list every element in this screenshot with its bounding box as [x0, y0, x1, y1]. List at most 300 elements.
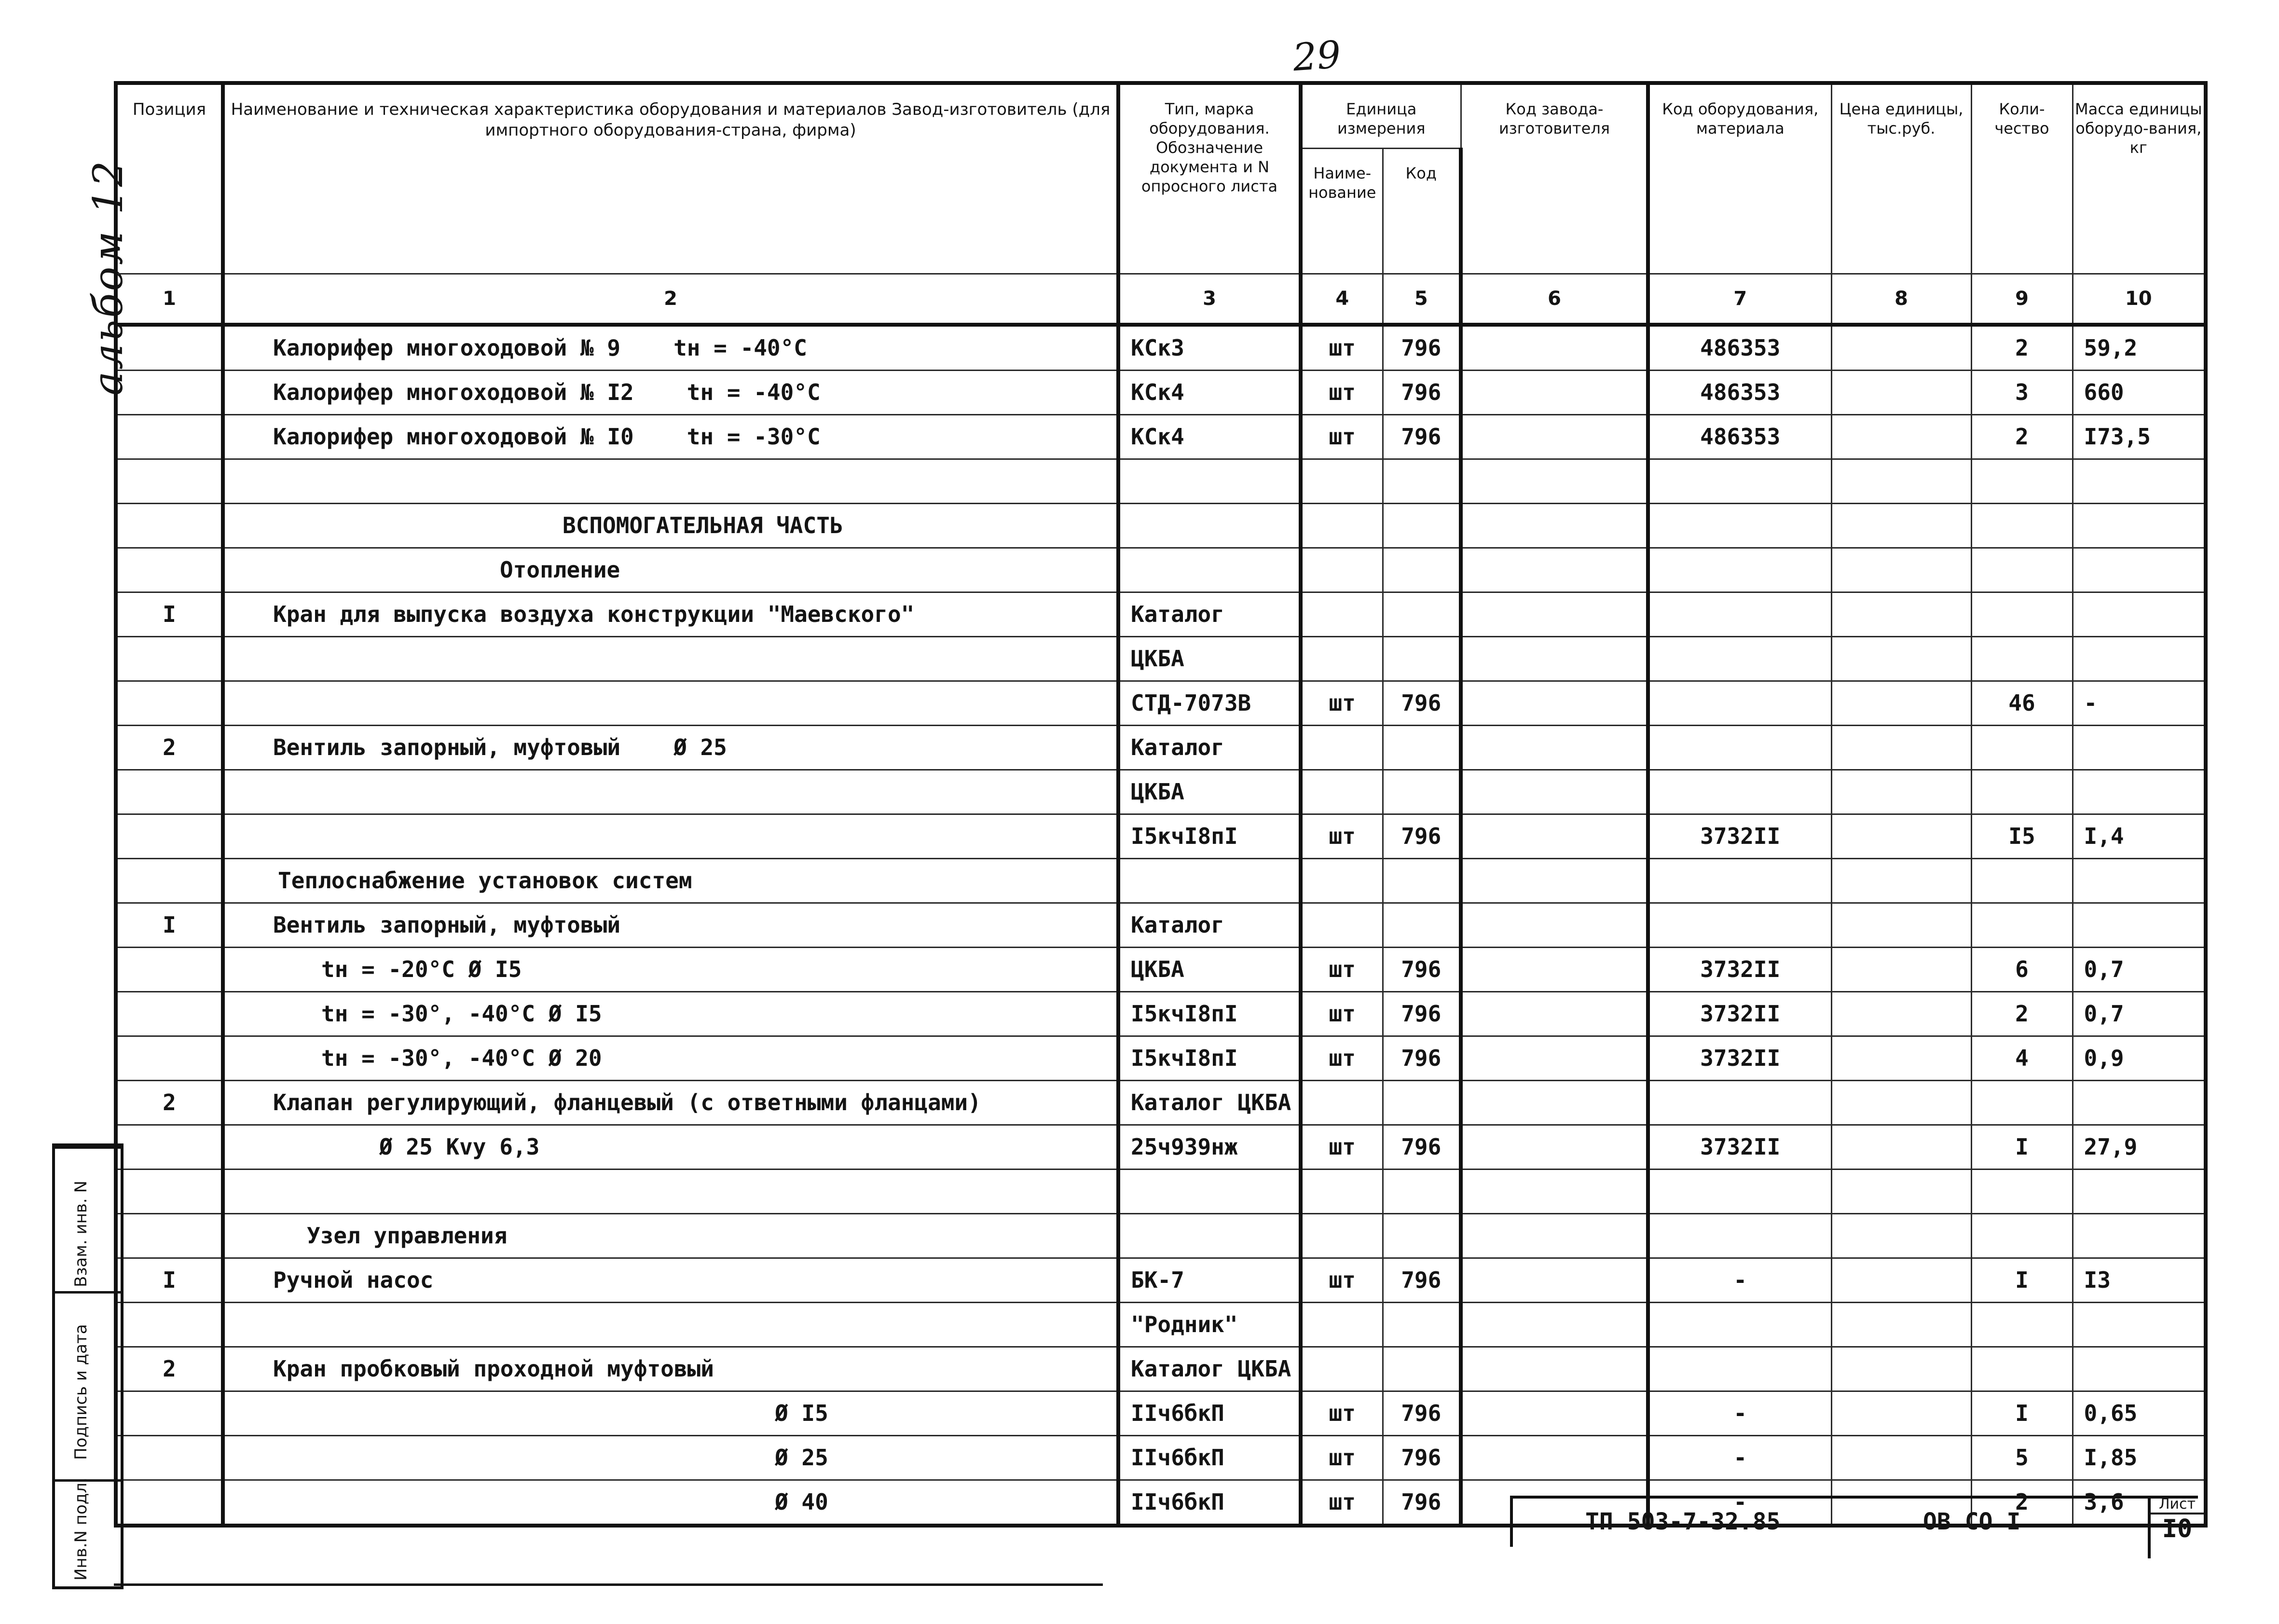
cell-name — [223, 1213, 1118, 1258]
cell-mat — [1648, 636, 1831, 681]
cell-qty — [1971, 636, 2073, 681]
cell-mat: - — [1648, 1391, 1831, 1435]
item-name: Теплоснабжение установок систем — [278, 867, 692, 894]
cell-qty — [1971, 503, 2073, 548]
cell-name — [223, 414, 1118, 459]
cell-type: КСк4 — [1118, 370, 1301, 414]
header-unit-name: Наиме-нование — [1301, 148, 1383, 274]
cell-mfr — [1461, 1302, 1648, 1347]
cell-pos: I — [116, 1258, 223, 1302]
cell-mass: 0,7 — [2073, 947, 2206, 991]
cell-price — [1831, 1036, 1971, 1080]
cell-unit — [1301, 1169, 1383, 1213]
cell-mfr — [1461, 1169, 1648, 1213]
cell-price — [1831, 1347, 1971, 1391]
cell-unit — [1301, 770, 1383, 814]
cell-pos — [116, 1213, 223, 1258]
cell-qty: I5 — [1971, 814, 2073, 858]
cell-code: 796 — [1383, 1125, 1461, 1169]
cell-mfr — [1461, 1125, 1648, 1169]
cell-qty — [1971, 725, 2073, 770]
table-row — [116, 947, 2206, 991]
column-number: 8 — [1831, 274, 1971, 325]
item-parameter: tн = -30°С — [686, 424, 821, 450]
cell-pos — [116, 814, 223, 858]
cell-code — [1383, 1213, 1461, 1258]
cell-mfr — [1461, 991, 1648, 1036]
cell-mat — [1648, 1302, 1831, 1347]
cell-type: ЦКБА — [1118, 770, 1301, 814]
cell-code: 796 — [1383, 414, 1461, 459]
cell-code — [1383, 636, 1461, 681]
cell-qty — [1971, 459, 2073, 503]
specification-table — [114, 81, 2208, 1528]
cell-mfr — [1461, 1080, 1648, 1125]
cell-code — [1383, 592, 1461, 636]
item-name: Калорифер многоходовой № I0 — [273, 424, 634, 450]
column-number: 9 — [1971, 274, 2073, 325]
cell-code: 796 — [1383, 991, 1461, 1036]
cell-mfr — [1461, 503, 1648, 548]
cell-code — [1383, 1080, 1461, 1125]
cell-qty: 2 — [1971, 1480, 2073, 1526]
album-label: альбом 12 — [84, 159, 132, 396]
cell-name — [223, 503, 1118, 548]
cell-mfr — [1461, 858, 1648, 903]
cell-mat — [1648, 1169, 1831, 1213]
cell-qty: 5 — [1971, 1435, 2073, 1480]
cell-mat: 486353 — [1648, 370, 1831, 414]
cell-mfr — [1461, 1258, 1648, 1302]
cell-mfr — [1461, 459, 1648, 503]
cell-code: 796 — [1383, 325, 1461, 371]
cell-price — [1831, 1125, 1971, 1169]
cell-type: I5кчI8пI — [1118, 1036, 1301, 1080]
cell-unit — [1301, 592, 1383, 636]
cell-qty — [1971, 592, 2073, 636]
cell-name — [223, 991, 1118, 1036]
cell-qty — [1971, 1080, 2073, 1125]
cell-name — [223, 725, 1118, 770]
cell-mfr — [1461, 1036, 1648, 1080]
cell-pos — [116, 1435, 223, 1480]
cell-name — [223, 1302, 1118, 1347]
table-row — [116, 414, 2206, 459]
table-row — [116, 1213, 2206, 1258]
cell-pos — [116, 1125, 223, 1169]
header-price: Цена единицы, тыс.руб. — [1831, 83, 1971, 274]
cell-qty: 2 — [1971, 991, 2073, 1036]
cell-price — [1831, 592, 1971, 636]
cell-name — [223, 1080, 1118, 1125]
cell-price — [1831, 991, 1971, 1036]
cell-qty: 6 — [1971, 947, 2073, 991]
cell-price — [1831, 370, 1971, 414]
cell-name — [223, 1125, 1118, 1169]
item-name: Ø 40 — [775, 1489, 828, 1515]
cell-mfr — [1461, 1391, 1648, 1435]
cell-price — [1831, 903, 1971, 947]
sheet-label: Лист — [2151, 1496, 2204, 1514]
cell-qty — [1971, 770, 2073, 814]
cell-type: ЦКБА — [1118, 947, 1301, 991]
column-number: 2 — [223, 274, 1118, 325]
cell-mfr — [1461, 370, 1648, 414]
item-name: Вентиль запорный, муфтовый — [273, 734, 621, 760]
cell-mat: 486353 — [1648, 325, 1831, 371]
cell-qty: 3 — [1971, 370, 2073, 414]
column-number: 5 — [1383, 274, 1461, 325]
cell-unit: шт — [1301, 681, 1383, 725]
cell-unit: шт — [1301, 1258, 1383, 1302]
cell-name — [223, 1480, 1118, 1526]
cell-qty: I — [1971, 1125, 2073, 1169]
cell-mfr — [1461, 325, 1648, 371]
cell-price — [1831, 1435, 1971, 1480]
cell-unit: шт — [1301, 1480, 1383, 1526]
cell-mat: - — [1648, 1258, 1831, 1302]
cell-mfr — [1461, 636, 1648, 681]
cell-mfr — [1461, 414, 1648, 459]
cell-mat — [1648, 770, 1831, 814]
bottom-rule — [114, 1583, 1103, 1586]
cell-mat — [1648, 1080, 1831, 1125]
table-row — [116, 1169, 2206, 1213]
item-name: Ø I5 — [775, 1400, 828, 1426]
cell-mass: I73,5 — [2073, 414, 2206, 459]
table-row — [116, 1302, 2206, 1347]
cell-mass — [2073, 459, 2206, 503]
table-row — [116, 1435, 2206, 1480]
item-name: Клапан регулирующий, фланцевый (с ответными фланцами) — [273, 1089, 981, 1115]
item-name: Калорифер многоходовой № 9 — [273, 335, 621, 361]
cell-mass — [2073, 725, 2206, 770]
stamp-inv-podl: Инв.N подл. — [71, 1477, 91, 1581]
cell-mass: 59,2 — [2073, 325, 2206, 371]
cell-mass — [2073, 1169, 2206, 1213]
cell-type: Каталог — [1118, 592, 1301, 636]
item-name: tн = -30°, -40°С Ø I5 — [321, 1001, 602, 1027]
item-name: Ø 25 Kvy 6,3 — [379, 1134, 540, 1160]
header-mass: Масса единицы оборудо-вания, кг — [2073, 83, 2206, 274]
cell-qty — [1971, 1347, 2073, 1391]
cell-code — [1383, 459, 1461, 503]
cell-type — [1118, 1169, 1301, 1213]
cell-code: 796 — [1383, 681, 1461, 725]
cell-name — [223, 770, 1118, 814]
cell-pos — [116, 370, 223, 414]
cell-unit — [1301, 1080, 1383, 1125]
cell-price — [1831, 1391, 1971, 1435]
cell-unit — [1301, 548, 1383, 592]
table-row — [116, 991, 2206, 1036]
drawing-set: ОВ СО I — [1923, 1508, 2021, 1535]
table-row — [116, 725, 2206, 770]
cell-pos — [116, 1169, 223, 1213]
cell-qty: I — [1971, 1258, 2073, 1302]
cell-price — [1831, 636, 1971, 681]
cell-type: Каталог ЦКБА — [1118, 1347, 1301, 1391]
cell-type — [1118, 503, 1301, 548]
table-row — [116, 1036, 2206, 1080]
cell-pos — [116, 1480, 223, 1526]
cell-mat: 3732II — [1648, 1125, 1831, 1169]
cell-type — [1118, 858, 1301, 903]
cell-mat: - — [1648, 1480, 1831, 1526]
cell-mfr — [1461, 681, 1648, 725]
cell-price — [1831, 1302, 1971, 1347]
cell-name — [223, 1391, 1118, 1435]
cell-mat: 486353 — [1648, 414, 1831, 459]
cell-name — [223, 325, 1118, 371]
item-parameter: tн = -40°С — [686, 379, 821, 405]
cell-name — [223, 1258, 1118, 1302]
cell-unit — [1301, 636, 1383, 681]
cell-unit — [1301, 858, 1383, 903]
table-row — [116, 1258, 2206, 1302]
table-row — [116, 636, 2206, 681]
cell-type: БК-7 — [1118, 1258, 1301, 1302]
item-parameter: tн = -40°С — [673, 335, 808, 361]
cell-mass — [2073, 503, 2206, 548]
cell-mfr — [1461, 592, 1648, 636]
cell-pos: 2 — [116, 1080, 223, 1125]
cell-pos — [116, 947, 223, 991]
cell-qty — [1971, 1169, 2073, 1213]
cell-unit: шт — [1301, 414, 1383, 459]
cell-name — [223, 1435, 1118, 1480]
cell-code: 796 — [1383, 814, 1461, 858]
column-number: 7 — [1648, 274, 1831, 325]
cell-mass — [2073, 592, 2206, 636]
cell-mass: - — [2073, 681, 2206, 725]
cell-qty — [1971, 548, 2073, 592]
cell-type — [1118, 548, 1301, 592]
item-name: tн = -30°, -40°С Ø 20 — [321, 1045, 602, 1071]
cell-unit — [1301, 1302, 1383, 1347]
cell-type — [1118, 459, 1301, 503]
item-name: tн = -20°С Ø I5 — [321, 956, 522, 982]
cell-price — [1831, 770, 1971, 814]
cell-mfr — [1461, 725, 1648, 770]
cell-pos — [116, 548, 223, 592]
cell-pos: I — [116, 592, 223, 636]
item-name: Кран пробковый проходной муфтовый — [273, 1356, 714, 1382]
cell-code — [1383, 858, 1461, 903]
cell-qty: 2 — [1971, 414, 2073, 459]
cell-type: "Родник" — [1118, 1302, 1301, 1347]
cell-type: Каталог — [1118, 903, 1301, 947]
item-name: Калорифер многоходовой № I2 — [273, 379, 634, 405]
cell-mat: 3732II — [1648, 1036, 1831, 1080]
header-quantity: Коли-чество — [1971, 83, 2073, 274]
header-position: Позиция — [116, 83, 223, 274]
cell-pos — [116, 503, 223, 548]
item-name: Ø 25 — [775, 1445, 828, 1471]
cell-mass: 27,9 — [2073, 1125, 2206, 1169]
cell-type: IIч6бкП — [1118, 1480, 1301, 1526]
header-unit-code: Код — [1383, 148, 1461, 274]
cell-pos — [116, 770, 223, 814]
cell-mass: I,4 — [2073, 814, 2206, 858]
table-row — [116, 325, 2206, 371]
cell-code — [1383, 903, 1461, 947]
item-name: Узел управления — [307, 1223, 508, 1249]
cell-code: 796 — [1383, 1036, 1461, 1080]
header-unit-group: Единица измерения — [1301, 83, 1461, 148]
cell-name — [223, 548, 1118, 592]
cell-name — [223, 636, 1118, 681]
cell-unit: шт — [1301, 1435, 1383, 1480]
cell-unit — [1301, 903, 1383, 947]
cell-name — [223, 459, 1118, 503]
header-material-code: Код оборудования, материала — [1648, 83, 1831, 274]
cell-mass: 0,9 — [2073, 1036, 2206, 1080]
item-parameter: Ø 25 — [673, 734, 727, 760]
header-mfr-code: Код завода-изготовителя — [1461, 83, 1648, 274]
cell-code — [1383, 1347, 1461, 1391]
cell-mass — [2073, 1302, 2206, 1347]
cell-mat — [1648, 592, 1831, 636]
cell-pos — [116, 991, 223, 1036]
cell-mass: 0,65 — [2073, 1391, 2206, 1435]
column-number: 3 — [1118, 274, 1301, 325]
cell-type: IIч6бкП — [1118, 1435, 1301, 1480]
table-row — [116, 459, 2206, 503]
cell-pos: 2 — [116, 1347, 223, 1391]
cell-pos — [116, 681, 223, 725]
cell-mat — [1648, 459, 1831, 503]
cell-name — [223, 947, 1118, 991]
cell-unit: шт — [1301, 814, 1383, 858]
cell-name — [223, 1347, 1118, 1391]
side-stamp — [52, 1143, 124, 1589]
title-block — [1510, 1496, 2198, 1547]
sheet-number: I0 — [2162, 1514, 2193, 1543]
table-row — [116, 903, 2206, 947]
cell-mass: 660 — [2073, 370, 2206, 414]
cell-mass: I3 — [2073, 1258, 2206, 1302]
column-number: 6 — [1461, 274, 1648, 325]
table-row — [116, 592, 2206, 636]
sheet-box — [2148, 1496, 2204, 1558]
cell-unit: шт — [1301, 1125, 1383, 1169]
cell-mfr — [1461, 947, 1648, 991]
cell-price — [1831, 1169, 1971, 1213]
cell-mat: 3732II — [1648, 991, 1831, 1036]
cell-pos — [116, 325, 223, 371]
cell-mass — [2073, 1213, 2206, 1258]
cell-mfr — [1461, 903, 1648, 947]
cell-mass — [2073, 770, 2206, 814]
cell-mfr — [1461, 1213, 1648, 1258]
cell-qty — [1971, 1302, 2073, 1347]
cell-unit: шт — [1301, 325, 1383, 371]
cell-code: 796 — [1383, 1391, 1461, 1435]
table-row — [116, 681, 2206, 725]
cell-mat: - — [1648, 1435, 1831, 1480]
cell-price — [1831, 459, 1971, 503]
cell-price — [1831, 503, 1971, 548]
table-row — [116, 1080, 2206, 1125]
column-number: 1 — [116, 274, 223, 325]
cell-pos — [116, 414, 223, 459]
cell-name — [223, 592, 1118, 636]
cell-price — [1831, 814, 1971, 858]
cell-pos — [116, 1302, 223, 1347]
cell-code — [1383, 503, 1461, 548]
cell-price — [1831, 725, 1971, 770]
cell-qty — [1971, 858, 2073, 903]
cell-unit — [1301, 1347, 1383, 1391]
table-row — [116, 1391, 2206, 1435]
cell-type: Каталог — [1118, 725, 1301, 770]
cell-name — [223, 814, 1118, 858]
table-row — [116, 858, 2206, 903]
cell-mass — [2073, 1080, 2206, 1125]
cell-type: IIч6бкП — [1118, 1391, 1301, 1435]
cell-type: I5кчI8пI — [1118, 991, 1301, 1036]
cell-mfr — [1461, 814, 1648, 858]
table-row — [116, 370, 2206, 414]
header-name: Наименование и техническая характеристика оборудования и материалов Завод-изготовитель (для импортного оборудования-страна, фирма) — [223, 83, 1118, 274]
item-name: Кран для выпуска воздуха конструкции "Маевского" — [273, 601, 915, 627]
cell-unit: шт — [1301, 991, 1383, 1036]
cell-pos: 2 — [116, 725, 223, 770]
table-row — [116, 1347, 2206, 1391]
cell-code — [1383, 1169, 1461, 1213]
cell-mass: I,85 — [2073, 1435, 2206, 1480]
stamp-vzam-inv: Взам. инв. N — [71, 1181, 91, 1287]
cell-qty: I — [1971, 1391, 2073, 1435]
column-number: 4 — [1301, 274, 1383, 325]
cell-mat — [1648, 1213, 1831, 1258]
cell-mat: 3732II — [1648, 947, 1831, 991]
cell-name — [223, 858, 1118, 903]
cell-unit: шт — [1301, 1036, 1383, 1080]
item-name: Ручной насос — [273, 1267, 434, 1293]
cell-mfr — [1461, 1435, 1648, 1480]
cell-pos — [116, 1391, 223, 1435]
cell-mat — [1648, 858, 1831, 903]
item-name: Вентиль запорный, муфтовый — [273, 912, 621, 938]
cell-mass — [2073, 1347, 2206, 1391]
cell-name — [223, 370, 1118, 414]
cell-price — [1831, 681, 1971, 725]
cell-code — [1383, 725, 1461, 770]
cell-code — [1383, 1302, 1461, 1347]
cell-price — [1831, 1258, 1971, 1302]
cell-mass: 0,7 — [2073, 991, 2206, 1036]
cell-qty — [1971, 903, 2073, 947]
cell-type: КСк3 — [1118, 325, 1301, 371]
cell-mat — [1648, 503, 1831, 548]
cell-mass — [2073, 858, 2206, 903]
cell-pos — [116, 858, 223, 903]
cell-type: 25ч939нж — [1118, 1125, 1301, 1169]
table-row — [116, 503, 2206, 548]
column-number: 10 — [2073, 274, 2206, 325]
cell-code — [1383, 548, 1461, 592]
cell-mass: 3,6 — [2073, 1480, 2206, 1526]
item-name: Отопление — [500, 557, 620, 583]
cell-pos: I — [116, 903, 223, 947]
cell-type: I5кчI8пI — [1118, 814, 1301, 858]
cell-price — [1831, 1080, 1971, 1125]
cell-mfr — [1461, 1347, 1648, 1391]
header-type: Тип, марка оборудования. Обозначение документа и N опросного листа — [1118, 83, 1301, 274]
cell-price — [1831, 1213, 1971, 1258]
